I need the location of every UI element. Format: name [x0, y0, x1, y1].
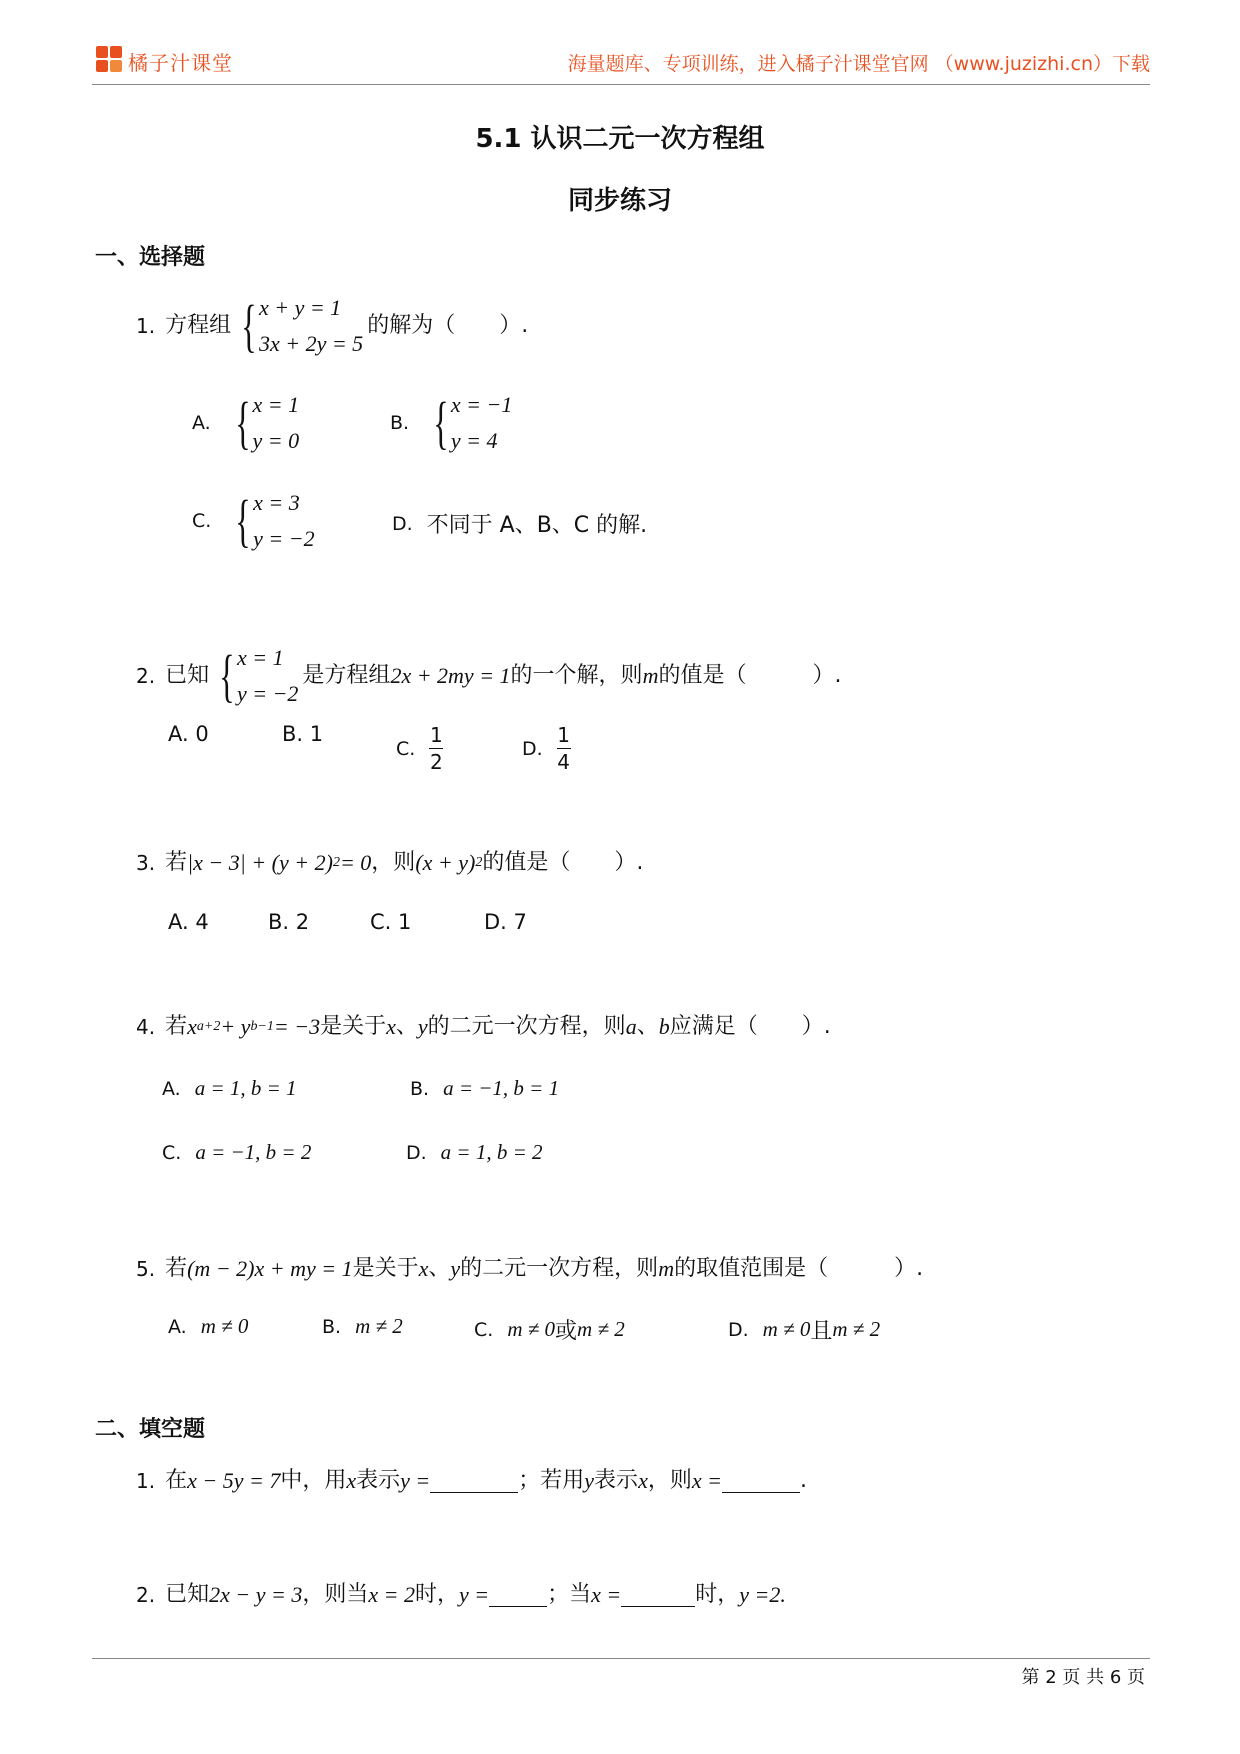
fill-question-1: 1. 在 x − 5y = 7 中，用 x 表示 y = ；若用 y 表示 x ，则 x = . — [136, 1468, 807, 1493]
header-slogan: 海量题库、专项训练，进入橘子汁课堂官网 （www.juzizhi.cn）下载 — [567, 53, 1150, 75]
header-divider — [92, 84, 1150, 85]
page-title: 5.1 认识二元一次方程组 — [475, 124, 765, 154]
page-subtitle: 同步练习 — [567, 186, 672, 216]
option-3a[interactable]: A. 4 — [168, 910, 209, 934]
option-5d[interactable]: D. m ≠ 0 且 m ≠ 2 — [728, 1317, 881, 1344]
answer-blank[interactable] — [621, 1584, 695, 1607]
footer-divider — [92, 1658, 1150, 1659]
option-1b[interactable]: B. { x = −1 y = 4 — [390, 390, 513, 455]
question-5: 5. 若 (m − 2)x + my = 1 是关于 x 、 y 的二元一次方程，则 m 的取值范围是（ ）. — [136, 1256, 924, 1281]
question-2: 2. 已知 { x = 1 y = −2 是方程组 2x + 2my = 1 的一个解，则 m 的值是（ ）. — [136, 643, 842, 708]
option-5a[interactable]: A. m ≠ 0 — [168, 1314, 249, 1338]
option-4b[interactable]: B. a = −1, b = 1 — [410, 1076, 560, 1100]
option-2b[interactable]: B. 1 — [282, 722, 324, 746]
option-4d[interactable]: D. a = 1, b = 2 — [406, 1140, 543, 1164]
option-1d[interactable]: D. 不同于 A、B、C 的解. — [392, 512, 648, 538]
option-2d[interactable]: D. $\frac{1}{4}$ — [522, 723, 571, 774]
logo-icon — [96, 46, 124, 74]
answer-blank[interactable] — [722, 1470, 800, 1493]
option-3b[interactable]: B. 2 — [268, 910, 310, 934]
option-4c[interactable]: C. a = −1, b = 2 — [162, 1140, 312, 1164]
question-3: 3. 若 |x − 3| + (y + 2) 2 = 0 ，则 (x + y) 2 的值是（ ）. — [136, 850, 644, 875]
equation-system: { x + y = 1 3x + 2y = 5 — [241, 293, 364, 358]
question-4: 4. 若 x a+2 + y b−1 = −3 是关于 x 、 y 的二元一次方程，则 a 、 b 应满足（ ）. — [136, 1014, 831, 1039]
section-choice: 一、选择题 — [95, 245, 206, 270]
option-3d[interactable]: D. 7 — [484, 910, 527, 934]
section-fill: 二、填空题 — [95, 1417, 206, 1442]
option-1c[interactable]: C. { x = 3 y = −2 — [192, 488, 315, 553]
option-2a[interactable]: A. 0 — [168, 722, 209, 746]
option-1a[interactable]: A. { x = 1 y = 0 — [192, 390, 300, 455]
option-3c[interactable]: C. 1 — [370, 910, 412, 934]
option-5b[interactable]: B. m ≠ 2 — [322, 1314, 403, 1338]
page-number: 第 2 页 共 6 页 — [1021, 1667, 1145, 1688]
fill-question-2: 2. 已知 2x − y = 3 ，则当 x = 2 时， y = ；当 x = 时， y =2. — [136, 1582, 786, 1607]
option-4a[interactable]: A. a = 1, b = 1 — [162, 1076, 297, 1100]
question-1: 1. 方程组 { x + y = 1 3x + 2y = 5 的解为（ ）. — [136, 290, 528, 362]
brand-name: 橘子汁课堂 — [128, 51, 233, 75]
option-2c[interactable]: C. $\frac{1}{2}$ — [396, 723, 443, 774]
option-5c[interactable]: C. m ≠ 0 或 m ≠ 2 — [474, 1317, 625, 1344]
answer-blank[interactable] — [430, 1470, 518, 1493]
answer-blank[interactable] — [489, 1584, 547, 1607]
